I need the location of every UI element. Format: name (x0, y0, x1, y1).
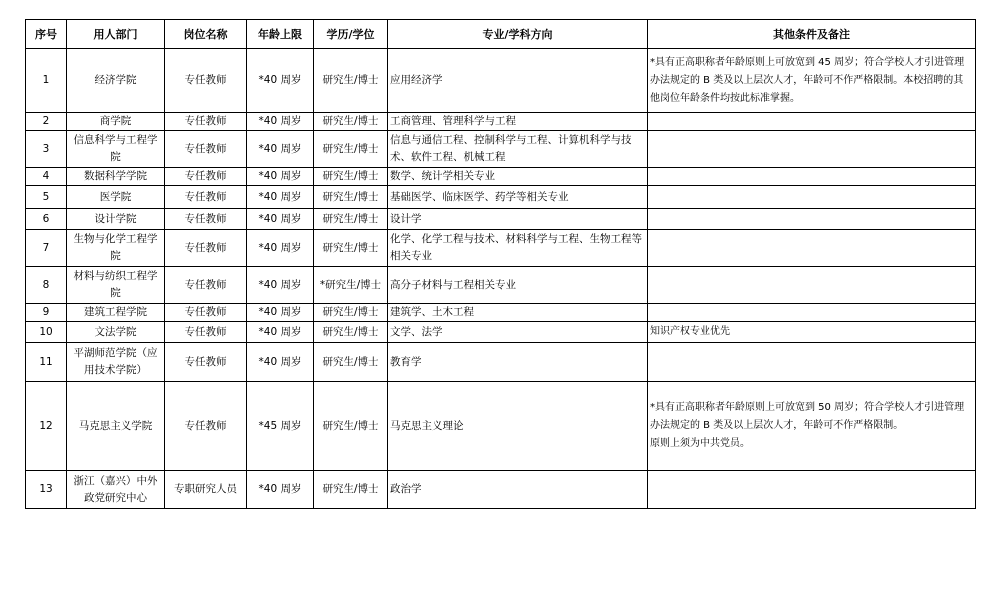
row-number: 9 (26, 304, 67, 322)
table-row (26, 168, 976, 186)
degree-cell: 研究生/博士 (314, 131, 388, 168)
note-line: *具有正高职称者年龄原则上可放宽到 50 周岁；符合学校人才引进管理办法规定的 B 类及以上层次人才，年龄可不作严格限制。 (650, 402, 965, 431)
degree-cell: 研究生/博士 (314, 304, 388, 322)
major-cell: 建筑学、土木工程 (388, 304, 648, 322)
table-row (26, 267, 976, 304)
major-cell: 工商管理、管理科学与工程 (388, 113, 648, 131)
row-number: 2 (26, 113, 67, 131)
table-row (26, 343, 976, 382)
department-cell: 文法学院 (67, 322, 165, 343)
department-cell: 经济学院 (67, 49, 165, 113)
major-cell: 信息与通信工程、控制科学与工程、计算机科学与技术、软件工程、机械工程 (388, 131, 648, 168)
age-limit-cell: *40 周岁 (247, 113, 314, 131)
major-cell: 数学、统计学相关专业 (388, 168, 648, 186)
age-limit-cell: *40 周岁 (247, 230, 314, 267)
position-cell: 专任教师 (165, 49, 247, 113)
header-age: 年龄上限 (247, 20, 314, 49)
position-cell: 专任教师 (165, 209, 247, 230)
notes-cell (648, 471, 976, 509)
age-limit-cell: *40 周岁 (247, 471, 314, 509)
notes-cell (648, 209, 976, 230)
major-cell: 教育学 (388, 343, 648, 382)
table-row (26, 230, 976, 267)
degree-cell: 研究生/博士 (314, 382, 388, 471)
note-line: 知识产权专业优先 (650, 326, 730, 337)
department-cell: 浙江（嘉兴）中外政党研究中心 (67, 471, 165, 509)
table-row (26, 471, 976, 509)
position-cell: 专任教师 (165, 113, 247, 131)
department-cell: 平湖师范学院（应用技术学院） (67, 343, 165, 382)
degree-cell: 研究生/博士 (314, 113, 388, 131)
major-cell: 文学、法学 (388, 322, 648, 343)
notes-cell (648, 304, 976, 322)
table-row (26, 322, 976, 343)
age-limit-cell: *40 周岁 (247, 209, 314, 230)
row-number: 1 (26, 49, 67, 113)
notes-cell (648, 131, 976, 168)
department-cell: 设计学院 (67, 209, 165, 230)
position-cell: 专任教师 (165, 304, 247, 322)
position-cell: 专任教师 (165, 382, 247, 471)
position-cell: 专任教师 (165, 131, 247, 168)
row-number: 6 (26, 209, 67, 230)
note-line: 原则上须为中共党员。 (650, 438, 750, 449)
major-cell: 高分子材料与工程相关专业 (388, 267, 648, 304)
row-number: 13 (26, 471, 67, 509)
degree-cell: 研究生/博士 (314, 322, 388, 343)
department-cell: 信息科学与工程学院 (67, 131, 165, 168)
degree-cell: 研究生/博士 (314, 209, 388, 230)
table-row (26, 382, 976, 471)
row-number: 3 (26, 131, 67, 168)
age-limit-cell: *40 周岁 (247, 304, 314, 322)
major-cell: 基础医学、临床医学、药学等相关专业 (388, 186, 648, 209)
age-limit-cell: *45 周岁 (247, 382, 314, 471)
degree-cell: 研究生/博士 (314, 230, 388, 267)
age-limit-cell: *40 周岁 (247, 186, 314, 209)
header-position: 岗位名称 (165, 20, 247, 49)
notes-cell (648, 343, 976, 382)
position-cell: 专任教师 (165, 230, 247, 267)
notes-cell (648, 230, 976, 267)
row-number: 4 (26, 168, 67, 186)
table-row (26, 209, 976, 230)
position-cell: 专任教师 (165, 267, 247, 304)
department-cell: 马克思主义学院 (67, 382, 165, 471)
header-no: 序号 (26, 20, 67, 49)
major-cell: 应用经济学 (388, 49, 648, 113)
major-cell: 政治学 (388, 471, 648, 509)
row-number: 12 (26, 382, 67, 471)
position-cell: 专任教师 (165, 343, 247, 382)
degree-cell: 研究生/博士 (314, 49, 388, 113)
header-degree: 学历/学位 (314, 20, 388, 49)
notes-cell (648, 49, 976, 113)
department-cell: 商学院 (67, 113, 165, 131)
notes-cell (648, 168, 976, 186)
table-body (26, 49, 976, 509)
table-row (26, 186, 976, 209)
row-number: 5 (26, 186, 67, 209)
department-cell: 生物与化学工程学院 (67, 230, 165, 267)
recruitment-table (25, 19, 976, 509)
table-header-row (26, 20, 976, 49)
degree-cell: 研究生/博士 (314, 471, 388, 509)
position-cell: 专职研究人员 (165, 471, 247, 509)
table-row (26, 304, 976, 322)
department-cell: 建筑工程学院 (67, 304, 165, 322)
row-number: 10 (26, 322, 67, 343)
age-limit-cell: *40 周岁 (247, 267, 314, 304)
major-cell: 设计学 (388, 209, 648, 230)
notes-cell (648, 113, 976, 131)
age-limit-cell: *40 周岁 (247, 168, 314, 186)
header-dept: 用人部门 (67, 20, 165, 49)
position-cell: 专任教师 (165, 186, 247, 209)
notes-cell (648, 186, 976, 209)
degree-cell: 研究生/博士 (314, 168, 388, 186)
department-cell: 医学院 (67, 186, 165, 209)
note-line: *具有正高职称者年龄原则上可放宽到 45 周岁；符合学校人才引进管理办法规定的 B 类及以上层次人才，年龄可不作严格限制。本校招聘的其他岗位年龄条件均按此标准掌握。 (650, 56, 965, 104)
position-cell: 专任教师 (165, 322, 247, 343)
degree-cell: *研究生/博士 (314, 267, 388, 304)
table-row (26, 49, 976, 113)
age-limit-cell: *40 周岁 (247, 131, 314, 168)
major-cell: 化学、化学工程与技术、材料科学与工程、生物工程等相关专业 (388, 230, 648, 267)
header-major: 专业/学科方向 (388, 20, 648, 49)
table-row (26, 113, 976, 131)
notes-cell (648, 322, 976, 343)
age-limit-cell: *40 周岁 (247, 343, 314, 382)
degree-cell: 研究生/博士 (314, 343, 388, 382)
notes-cell (648, 382, 976, 471)
row-number: 8 (26, 267, 67, 304)
degree-cell: 研究生/博士 (314, 186, 388, 209)
major-cell: 马克思主义理论 (388, 382, 648, 471)
header-notes: 其他条件及备注 (648, 20, 976, 49)
age-limit-cell: *40 周岁 (247, 322, 314, 343)
row-number: 7 (26, 230, 67, 267)
age-limit-cell: *40 周岁 (247, 49, 314, 113)
table-row (26, 131, 976, 168)
position-cell: 专任教师 (165, 168, 247, 186)
department-cell: 数据科学学院 (67, 168, 165, 186)
department-cell: 材料与纺织工程学院 (67, 267, 165, 304)
notes-cell (648, 267, 976, 304)
row-number: 11 (26, 343, 67, 382)
